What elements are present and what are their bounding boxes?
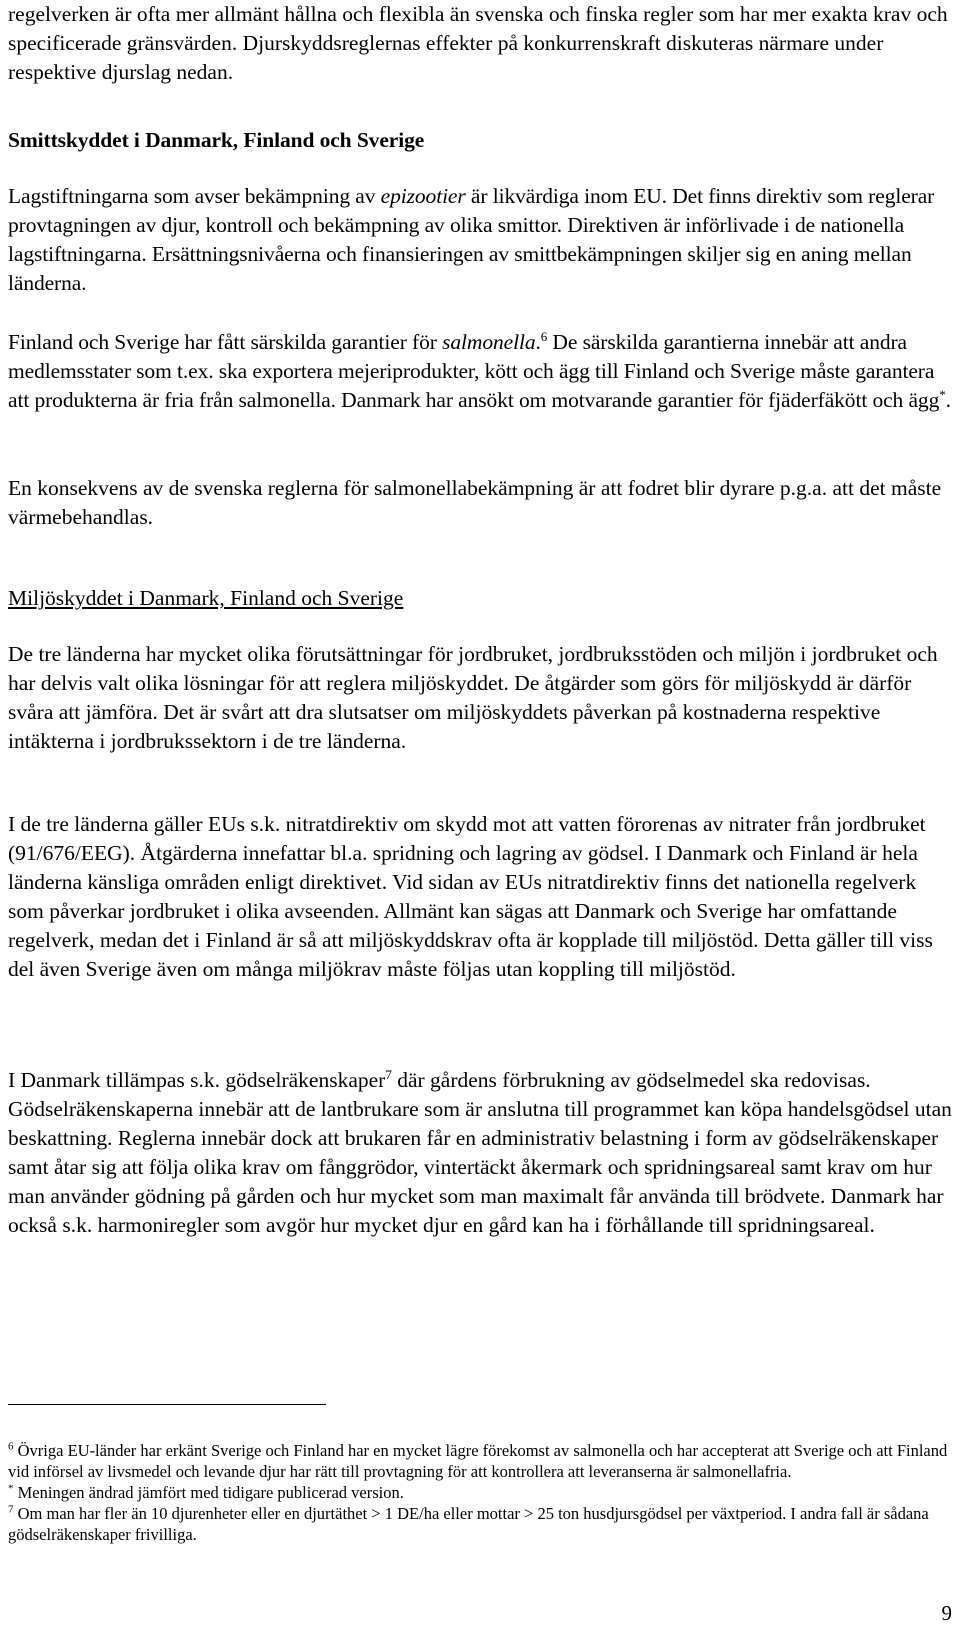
smittskydd-paragraph-1 [8, 182, 952, 298]
miljoskydd-paragraph-1: De tre länderna har mycket olika förutsättningar för jordbruket, jordbruksstöden och miljön i jordbruket och har delvis valt olika lösningar för att reglera miljöskyddet. De åtgärder som görs för miljöskydd är därför svåra att jämföra. Det är svårt att dra slutsatser om miljöskyddets påverkan på kostnaderna respektive intäkterna i jordbrukssektorn i de tre länderna. [8, 642, 938, 753]
text-run: är likvärdiga inom EU. Det finns direktiv som reglerar provtagningen av djur, kontroll och bekämpning av olika smittor. Direktiven är införlivade i de nationella lagstiftningarna. Ersättningsnivåerna och finansieringen av smittbekämpningen skiljer sig en aning mellan länderna. [8, 184, 935, 295]
intro-paragraph: regelverken är ofta mer allmänt hållna och flexibla än svenska och finska regler som har mer exakta krav och specificerade gränsvärden. Djurskyddsreglernas effekter på konkurrenskraft diskuteras närmare under respektive djurslag nedan. [8, 2, 948, 84]
footnote-star [8, 1482, 952, 1503]
section-heading-miljoskydd: Miljöskyddet i Danmark, Finland och Sverige [8, 586, 404, 610]
footnote-text: Meningen ändrad jämfört med tidigare publicerad version. [13, 1483, 404, 1502]
footnote-ref-star[interactable]: * [939, 386, 946, 402]
footnote-text: Övriga EU-länder har erkänt Sverige och Finland har en mycket lägre förekomst av salmonella och har accepterat att Sverige och att Finland vid införsel av livsmedel och levande djur har rätt till provtagning för att kontrollera att leveranserna är salmonellafria. [8, 1441, 948, 1481]
footnote-divider [8, 1404, 326, 1405]
text-run: I Danmark tillämpas s.k. gödselräkenskaper [8, 1068, 386, 1092]
italic-term: epizootier [380, 184, 466, 208]
text-run: . [945, 388, 951, 412]
footnote-7 [8, 1503, 952, 1545]
text-run: Finland och Sverige har fått särskilda garantier för [8, 330, 443, 354]
italic-term: salmonella [442, 330, 536, 354]
footnote-mark: * [8, 1482, 14, 1495]
footnote-ref-7[interactable]: 7 [385, 1066, 392, 1082]
footnote-mark: 6 [8, 1440, 14, 1453]
text-run: . [535, 330, 541, 354]
text-run: där gårdens förbrukning av gödselmedel ska redovisas. Gödselräkenskaperna innebär att de lantbrukare som är anslutna till programmet kan köpa handelsgödsel utan beskattning. Reglerna innebär dock att brukaren får en administrativ belastning i form av gödselräkenskaper samt åtar sig att följa olika krav om fånggrödor, vintertäckt åkermark och spridningsareal samt krav om hur man använder gödning på gården och hur mycket som man maximalt får använda till brödvete. Danmark har också s.k. harmoniregler som avgör hur mycket djur en gård kan ha i förhållande till spridningsareal. [8, 1068, 952, 1237]
text-run: Lagstiftningarna som avser bekämpning av [8, 184, 381, 208]
smittskydd-paragraph-2 [8, 328, 952, 415]
page-number: 9 [941, 1601, 952, 1625]
smittskydd-paragraph-3: En konsekvens av de svenska reglerna för salmonellabekämpning är att fodret blir dyrare p.g.a. att det måste värmebehandlas. [8, 476, 942, 529]
footnote-ref-6[interactable]: 6 [540, 328, 548, 344]
footnote-mark: 7 [8, 1503, 14, 1516]
footnotes [8, 1440, 952, 1545]
footnote-6 [8, 1440, 952, 1482]
footnote-text: Om man har fler än 10 djurenheter eller en djurtäthet > 1 DE/ha eller mottar > 25 ton husdjursgödsel per växtperiod. I andra fall är sådana gödselräkenskaper frivilliga. [8, 1504, 929, 1544]
miljoskydd-paragraph-2: I de tre länderna gäller EUs s.k. nitratdirektiv om skydd mot att vatten förorenas av nitrater från jordbruket (91/676/EEG). Åtgärderna innefattar bl.a. spridning och lagring av gödsel. I Danmark och Finland är hela länderna känsliga områden enligt direktivet. Vid sidan av EUs nitratdirektiv finns det nationella regelverk som påverkar jordbruket i olika avseenden. Allmänt kan sägas att Danmark och Sverige har omfattande regelverk, medan det i Finland är så att miljöskyddskrav ofta är kopplade till miljöstöd. Detta gäller till viss del även Sverige även om många miljökrav måste följas utan koppling till miljöstöd. [8, 812, 933, 981]
text-run: De särskilda garantierna innebär att andra medlemsstater som t.ex. ska exportera mejeriprodukter, kött och ägg till Finland och Sverige måste garantera att produkterna är fria från salmonella. Danmark har ansökt om motvarande garantier för fjäderfäkött och ägg [8, 330, 940, 412]
section-heading-smittskydd: Smittskyddet i Danmark, Finland och Sverige [8, 128, 425, 152]
miljoskydd-paragraph-3 [8, 1066, 952, 1240]
